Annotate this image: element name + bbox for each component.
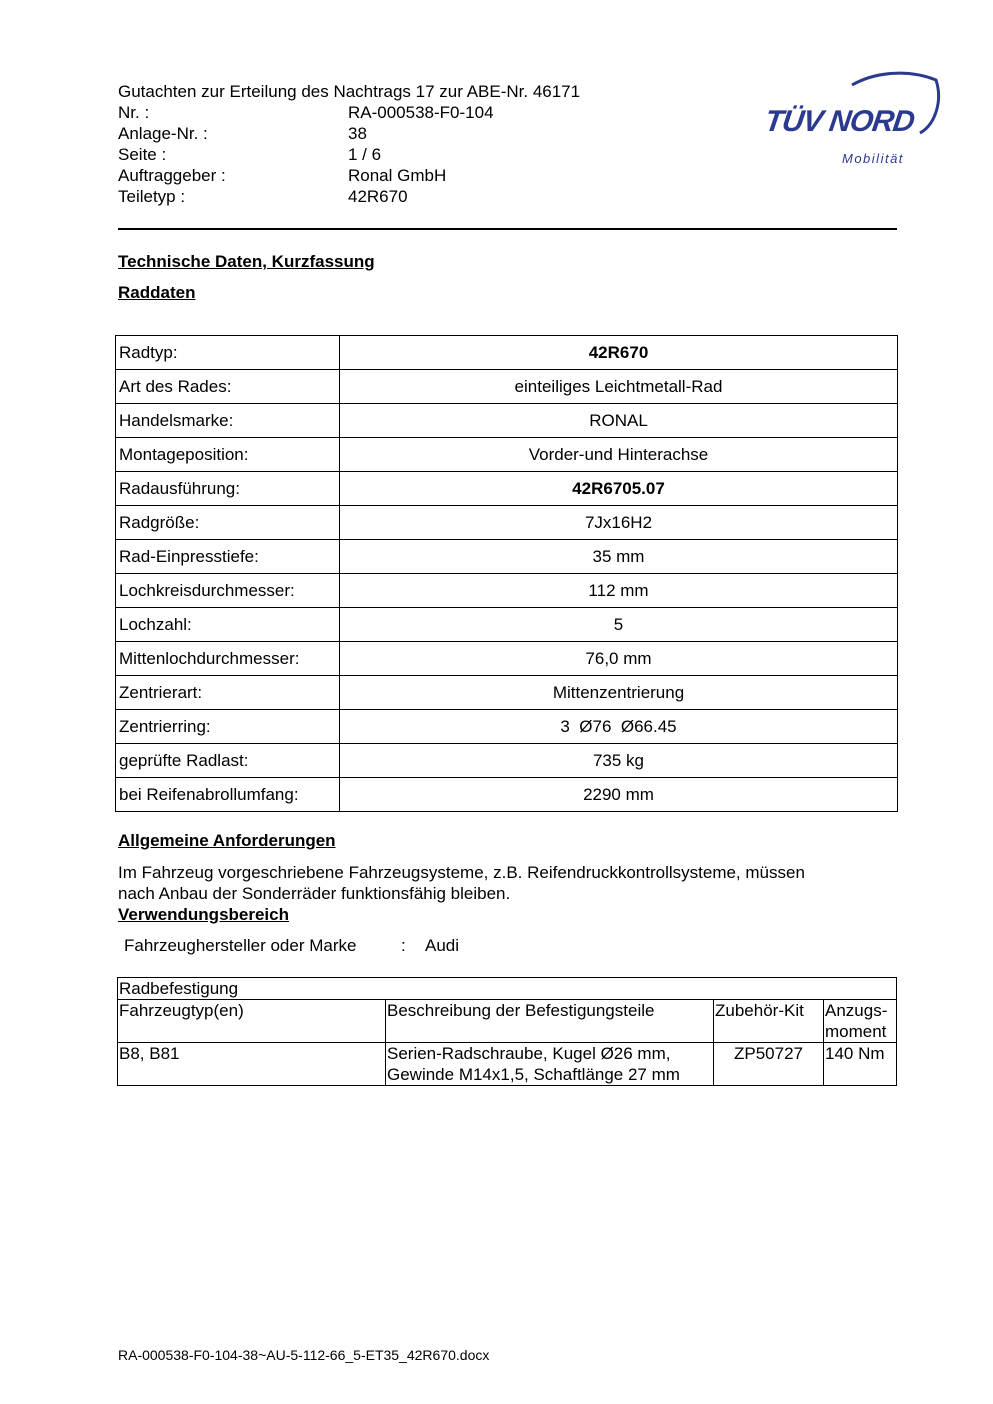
table-title: Radbefestigung [118, 978, 897, 1000]
header-value: 1 / 6 [348, 145, 382, 164]
header-divider [118, 228, 897, 230]
section-heading-verwendung: Verwendungsbereich [118, 905, 289, 924]
description-line: Gewinde M14x1,5, Schaftlänge 27 mm [387, 1065, 680, 1084]
header-label: Nr. : [118, 103, 150, 122]
wheel-fixing-table [117, 977, 897, 1086]
header-value: 38 [348, 124, 367, 143]
table-row [116, 370, 898, 404]
table-cell-label: Rad-Einpresstiefe: [116, 540, 340, 574]
table-row [116, 608, 898, 642]
logo-subtitle: Mobilität [842, 151, 904, 166]
manufacturer-value: Audi [425, 936, 460, 955]
table-cell-label: Lochkreisdurchmesser: [116, 574, 340, 608]
table-cell-value: 42R670 [340, 336, 898, 370]
table-row [116, 778, 898, 812]
table-cell-torque: 140 Nm [824, 1043, 897, 1086]
table-cell-kit: ZP50727 [714, 1043, 824, 1086]
tuv-nord-logo [760, 55, 945, 175]
header-label: Auftraggeber : [118, 166, 226, 185]
requirements-text-line: nach Anbau der Sonderräder funktionsfähig bleiben. [118, 884, 511, 903]
table-cell-value: 35 mm [340, 540, 898, 574]
table-cell-value: 112 mm [340, 574, 898, 608]
section-heading-tech: Technische Daten, Kurzfassung [118, 252, 375, 271]
table-cell-label: Montageposition: [116, 438, 340, 472]
table-cell-label: Handelsmarke: [116, 404, 340, 438]
description-line: Serien-Radschraube, Kugel Ø26 mm, [387, 1044, 671, 1063]
column-header: Fahrzeugtyp(en) [118, 1000, 386, 1043]
table-cell-types: B8, B81 [118, 1043, 386, 1086]
table-cell-value: Mittenzentrierung [340, 676, 898, 710]
table-cell-value: 76,0 mm [340, 642, 898, 676]
table-cell-label: geprüfte Radlast: [116, 744, 340, 778]
table-cell-value: 5 [340, 608, 898, 642]
document-title: Gutachten zur Erteilung des Nachtrags 17 zur ABE-Nr. 46171 [118, 82, 581, 101]
table-cell-label: Radtyp: [116, 336, 340, 370]
header-value: 42R670 [348, 187, 408, 206]
table-row [116, 744, 898, 778]
table-cell-value: 3 Ø76 Ø66.45 [340, 710, 898, 744]
table-cell-label: Zentrierring: [116, 710, 340, 744]
table-cell-description [386, 1043, 714, 1086]
logo-brand: TÜV NORD [762, 105, 917, 138]
table-cell-label: bei Reifenabrollumfang: [116, 778, 340, 812]
table-cell-label: Mittenlochdurchmesser: [116, 642, 340, 676]
column-header: Zubehör-Kit [714, 1000, 824, 1043]
header-label: Seite : [118, 145, 167, 164]
section-heading-allgemein: Allgemeine Anforderungen [118, 831, 336, 850]
table-title-row [118, 978, 897, 1000]
table-row [116, 404, 898, 438]
table-row [118, 1043, 897, 1086]
footer-filename: RA-000538-F0-104-38~AU-5-112-66_5-ET35_42R670.docx [118, 1347, 490, 1363]
table-row [116, 642, 898, 676]
header-value: RA-000538-F0-104 [348, 103, 494, 122]
table-cell-label: Art des Rades: [116, 370, 340, 404]
table-cell-value: Vorder-und Hinterachse [340, 438, 898, 472]
header-label: Anlage-Nr. : [118, 124, 208, 143]
column-header-line: moment [825, 1022, 887, 1041]
header-value: Ronal GmbH [348, 166, 447, 185]
table-row [116, 710, 898, 744]
manufacturer-label: Fahrzeughersteller oder Marke [124, 936, 357, 955]
table-header-row [118, 1000, 897, 1043]
table-cell-value: 2290 mm [340, 778, 898, 812]
header-label: Teiletyp : [118, 187, 186, 206]
column-header-torque [824, 1000, 897, 1043]
table-row [116, 438, 898, 472]
table-row [116, 472, 898, 506]
section-heading-raddaten: Raddaten [118, 283, 196, 302]
wheel-data-table [115, 335, 898, 812]
table-row [116, 506, 898, 540]
table-cell-value: 42R6705.07 [340, 472, 898, 506]
column-header: Beschreibung der Befestigungsteile [386, 1000, 714, 1043]
table-row [116, 540, 898, 574]
table-cell-label: Zentrierart: [116, 676, 340, 710]
requirements-text-line: Im Fahrzeug vorgeschriebene Fahrzeugsysteme, z.B. Reifendruckkontrollsysteme, müssen [118, 863, 805, 882]
table-cell-value: 7Jx16H2 [340, 506, 898, 540]
column-header-line: Anzugs- [825, 1001, 888, 1020]
table-row [116, 336, 898, 370]
manufacturer-separator: : [401, 936, 406, 955]
table-cell-label: Lochzahl: [116, 608, 340, 642]
table-cell-label: Radgröße: [116, 506, 340, 540]
table-cell-value: RONAL [340, 404, 898, 438]
table-row [116, 574, 898, 608]
table-cell-value: 735 kg [340, 744, 898, 778]
table-cell-value: einteiliges Leichtmetall-Rad [340, 370, 898, 404]
table-cell-label: Radausführung: [116, 472, 340, 506]
table-row [116, 676, 898, 710]
